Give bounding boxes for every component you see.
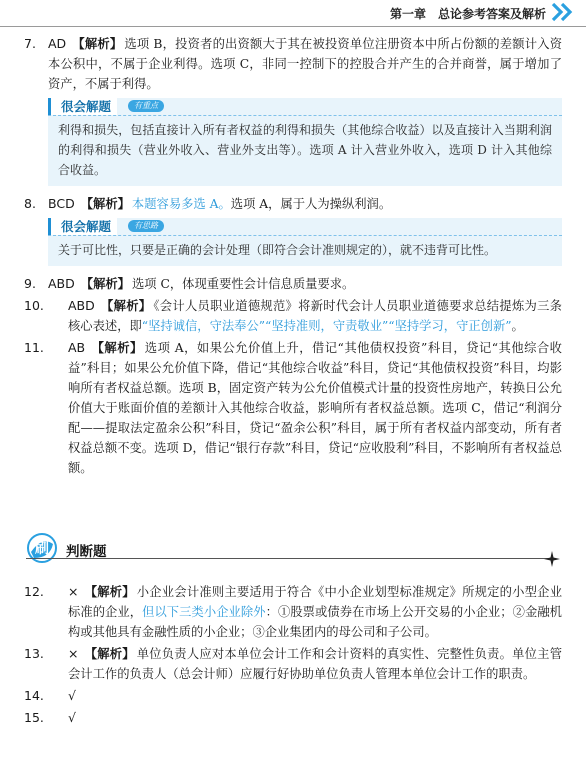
answer-item-11 bbox=[20, 338, 562, 478]
answer-key: AD bbox=[48, 36, 67, 51]
section-title: 判断题 bbox=[66, 544, 107, 560]
item-number: 7. bbox=[24, 36, 36, 51]
answer-item-9 bbox=[20, 274, 562, 294]
tip-text: 关于可比性，只要是正确的会计处理（即符合会计准则规定的），就不违背可比性。 bbox=[58, 243, 497, 257]
section-badge-text: 刷 bbox=[35, 541, 49, 557]
analysis-tag: 【解析】 bbox=[84, 646, 135, 661]
analysis-text-end: 。 bbox=[511, 319, 524, 333]
chapter-title: 第一章 总论参考答案及解析 bbox=[389, 7, 546, 21]
section-header-true-false bbox=[26, 530, 566, 570]
answer-item-12 bbox=[20, 582, 562, 642]
analysis-text: 选项 B，投资者的出资额大于其在被投资单位注册资本中所占份额的差额计入资本公积中，不属于企业利得。选项 C，非同一控制下的控股合并产生的合并商誉，属于增加了资产，不属于利得。 bbox=[48, 37, 562, 91]
double-chevron-right-icon bbox=[550, 2, 574, 22]
item-number: 8. bbox=[24, 196, 36, 211]
section-divider bbox=[26, 558, 552, 559]
answer-item-15 bbox=[20, 708, 562, 728]
analysis-text: 小企业会计准则主要适用于符合《中小企业划型标准规定》所规定的小型企业标准的企业， bbox=[68, 585, 562, 619]
tip-text: 利得和损失，包括直接计入所有者权益的利得和损失（其他综合收益）以及直接计入当期利润的利得和损失（营业外收入、营业外支出等）。选项 A 计入营业外收入，选项 D 计入其他综合收益。 bbox=[58, 123, 552, 177]
highlight-text: 本题容易多选 A。 bbox=[131, 197, 231, 211]
item-number: 15. bbox=[24, 710, 44, 725]
answer-item-13 bbox=[20, 644, 562, 684]
highlight-text-2: “坚持准则，守责敬业” bbox=[265, 319, 389, 333]
analysis-tag: 【解析】 bbox=[100, 298, 152, 313]
answer-item-8 bbox=[20, 194, 562, 214]
analysis-tag: 【解析】 bbox=[91, 340, 143, 355]
tip-title: 很会解题 bbox=[48, 98, 117, 115]
answer-key: × bbox=[68, 584, 79, 599]
item-number: 11. bbox=[24, 340, 44, 355]
answer-key: √ bbox=[68, 710, 76, 725]
tip-box-2 bbox=[48, 218, 562, 266]
analysis-text-end: ：①股票或债券在市场上公开交易的小企业；②金融机构或其他具有金融性质的小企业；③企业集团内的母公司和子公司。 bbox=[68, 605, 562, 639]
answer-key: AB bbox=[68, 340, 86, 355]
analysis-tag: 【解析】 bbox=[80, 196, 130, 211]
analysis-tag: 【解析】 bbox=[80, 276, 130, 291]
tip-title: 很会解题 bbox=[48, 218, 117, 235]
item-number: 13. bbox=[24, 646, 44, 661]
item-number: 14. bbox=[24, 688, 44, 703]
item-number: 10. bbox=[24, 298, 44, 313]
answer-key: ABD bbox=[48, 276, 75, 291]
tip-badge: 有思路 bbox=[128, 220, 164, 232]
analysis-text: 选项 C，体现重要性会计信息质量要求。 bbox=[131, 277, 355, 291]
item-number: 9. bbox=[24, 276, 36, 291]
analysis-text: 单位负责人应对本单位会计工作和会计资料的真实性、完整性负责。单位主管会计工作的负责人（总会计师）应履行好协助单位负责人管理本单位会计工作的职责。 bbox=[68, 647, 562, 681]
analysis-text: 选项 A，属于人为操纵利润。 bbox=[230, 197, 392, 211]
answer-item-14 bbox=[20, 686, 562, 706]
judgement-content bbox=[20, 582, 562, 730]
answer-key: × bbox=[68, 646, 79, 661]
tip-badge: 有重点 bbox=[128, 100, 164, 112]
highlight-text-1: “坚持诚信，守法奉公” bbox=[141, 319, 266, 333]
item-number: 12. bbox=[24, 584, 44, 599]
answer-key: BCD bbox=[48, 196, 75, 211]
answer-content bbox=[20, 34, 562, 480]
highlight-text-3: “坚持学习，守正创新” bbox=[388, 319, 512, 333]
answer-key: ABD bbox=[68, 298, 95, 313]
page-header bbox=[0, 0, 586, 27]
analysis-tag: 【解析】 bbox=[84, 584, 135, 599]
sparkle-icon bbox=[544, 551, 560, 567]
answer-key: √ bbox=[68, 688, 76, 703]
analysis-text: 《会计人员职业道德规范》将新时代会计人员职业道德要求总结提炼为三条核心表述，即 bbox=[68, 299, 562, 333]
answer-item-7 bbox=[20, 34, 562, 94]
highlight-text: 但以下三类小企业除外 bbox=[142, 605, 266, 619]
answer-item-10 bbox=[20, 296, 562, 336]
analysis-tag: 【解析】 bbox=[72, 36, 123, 51]
analysis-text: 选项 A，如果公允价值上升，借记“其他债权投资”科目，贷记“其他综合收益”科目；如果公允价值下降，借记“其他综合收益”科目，贷记“其他债权投资”科目，均影响所有者权益总额。选项 B，固定资产转为公允价值模式计量的投资性房地产，转换日公允价值大于账面价值的差额计入其他综合收益，影响所有者权益总额。选项 C，借记“利润分配——提取法定盈余公积”科目，贷记“盈余公积”科目，属于所有者权益内部变动，所有者权益总额不变。选项 D，借记“银行存款”科目，贷记“应收股利”科目，不影响所有者权益总额。 bbox=[68, 341, 562, 475]
tip-box-1 bbox=[48, 98, 562, 186]
